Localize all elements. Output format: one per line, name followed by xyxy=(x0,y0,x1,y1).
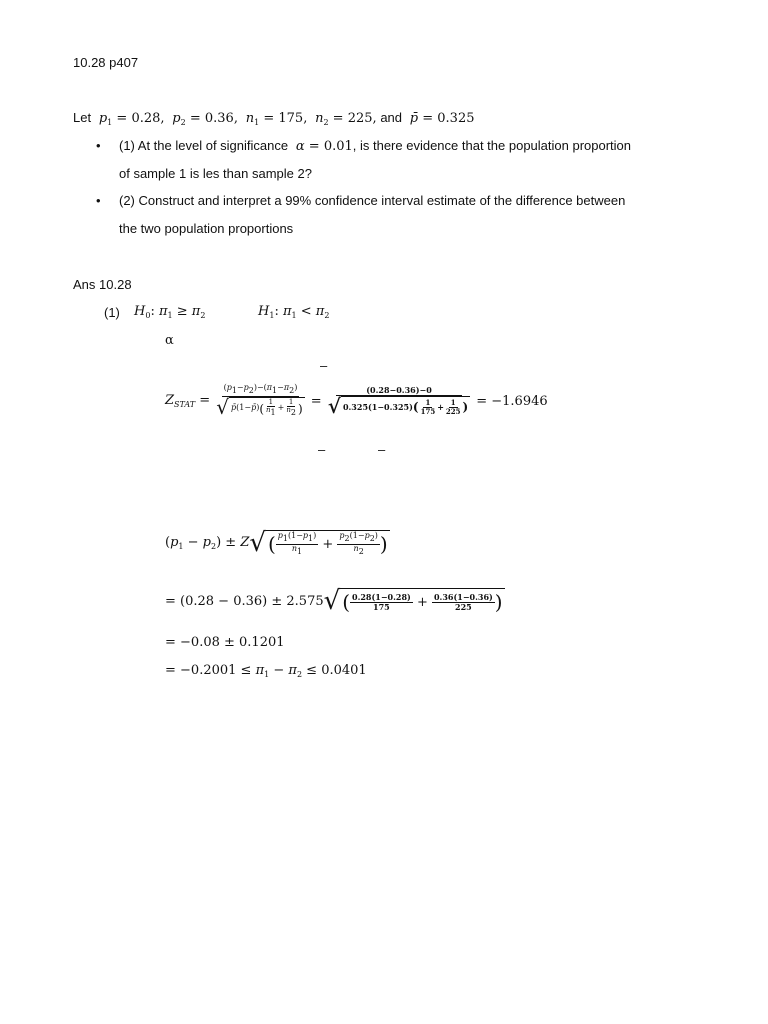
let-label: Let xyxy=(73,110,92,125)
z-stat-numeric-fraction: (0.28−0.36)−0 √ 0.325(1−0.325) ( $\frac{1}{175}$ + $\frac{1}{225}$ ) xyxy=(327,385,469,419)
question-2-line-1: (2) Construct and interpret a 99% confidence interval estimate of the difference between xyxy=(119,193,626,208)
z-stat-label: $Z_{STAT}$ = xyxy=(165,393,215,410)
z-stat-formula: $Z_{STAT}$ = $(p_1-p_2)-(\pi_1-\pi_2)$ √ p̄ (1− p̄ ) ( $\frac{1}{n_1}$ + $\frac{1}{n_2}$ ) = (0.28−0.36)−0 √ 0.325(1−0.325) ( $\frac{1}{175}$ + $\frac{1}{225}$ ) = −1.6946 xyxy=(165,383,548,419)
question-1-line-2: of sample 1 is les than sample 2? xyxy=(119,166,312,181)
given-p1: $p_1 = 0.28$, xyxy=(98,111,169,127)
question-1-line-1: (1) At the level of significance α = 0.01, is there evidence that the population proportion xyxy=(119,138,632,154)
bullet-1: • xyxy=(96,138,101,153)
ci-margin-line: = −0.08 ± 0.1201 xyxy=(165,635,285,650)
ci-interval-line: = $-0.2001 \le \pi_1 - \pi_2 \le 0.0401$ xyxy=(165,663,367,679)
and-label: and xyxy=(380,110,403,125)
alpha-symbol: α xyxy=(165,333,174,348)
dash-mark: – xyxy=(378,442,386,457)
ci-formula: $(p_1 - p_2) \pm Z$ √ ( $\frac{p_1(1-p_1)}{n_1}$ + $\frac{p_2(1-p_2)}{n_2}$ ) xyxy=(165,528,388,558)
answer-title: Ans 10.28 xyxy=(73,277,132,292)
part-1-label: (1) xyxy=(104,305,120,320)
given-n2: $n_2 = 225$, xyxy=(315,111,377,127)
given-n1: $n_1 = 175$, xyxy=(245,111,312,127)
given-line xyxy=(73,110,475,127)
ci-numeric-line: = (0.28 − 0.36) ± 2.575 √ ( $\frac{0.28(1-0.28)}{175}$ + $\frac{0.36(1-0.36)}{225}$ ) xyxy=(165,586,503,616)
bullet-2: • xyxy=(96,193,101,208)
dash-mark: – xyxy=(318,442,326,457)
dash-mark: – xyxy=(320,358,328,373)
alternative-hypothesis: $H_1$: $\pi_1 < \pi_2$ xyxy=(258,304,330,320)
z-stat-result: = −1.6946 xyxy=(476,393,548,409)
question-2-line-2: the two population proportions xyxy=(119,221,294,236)
z-stat-symbolic-fraction: $(p_1-p_2)-(\pi_1-\pi_2)$ √ p̄ (1− p̄ ) ( $\frac{1}{n_1}$ + $\frac{1}{n_2}$ ) xyxy=(216,383,303,419)
given-pbar: p̄ = 0.325 xyxy=(409,111,475,126)
given-p2: $p_2 = 0.36$, xyxy=(172,111,243,127)
problem-reference: 10.28 p407 xyxy=(73,55,139,70)
null-hypothesis: $H_0$: $\pi_1 \ge \pi_2$ xyxy=(134,304,206,320)
